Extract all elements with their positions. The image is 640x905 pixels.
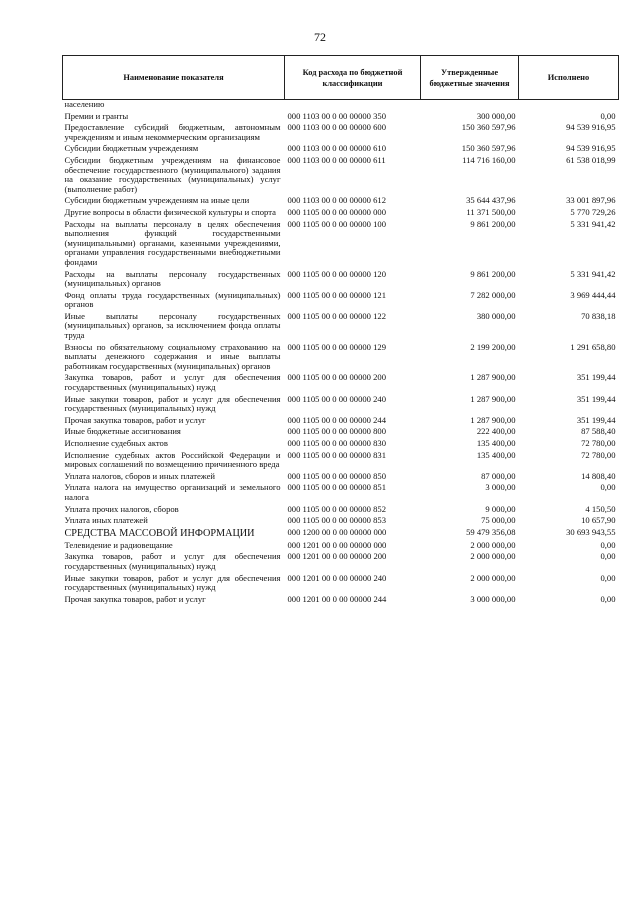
row-executed-cell: 351 199,44 <box>576 414 616 425</box>
row-approved-cell: 1 287 900,00 <box>470 372 516 383</box>
row-approved-cell: 1 287 900,00 <box>470 414 516 425</box>
row-executed-cell: 30 693 943,55 <box>566 526 616 537</box>
row-name-cell: Телевидение и радиовещание <box>64 539 173 550</box>
row-code-cell: 000 1105 00 0 00 00000 000 <box>287 206 387 217</box>
row-name-cell: Другие вопросы в области физической культуры и спорта <box>64 206 276 217</box>
row-code-cell: 000 1105 00 0 00 00000 851 <box>287 482 387 493</box>
row-executed-cell: 94 539 916,95 <box>566 122 616 133</box>
page-number: 72 <box>314 30 326 44</box>
row-name-cell: Премии и гранты <box>64 110 129 121</box>
row-executed-cell: 0,00 <box>600 593 616 604</box>
row-approved-cell: 9 861 200,00 <box>470 218 516 229</box>
table-row <box>63 123 619 144</box>
row-approved-cell: 300 000,00 <box>476 110 516 121</box>
row-approved-cell: 75 000,00 <box>481 515 516 526</box>
table-row <box>63 439 619 451</box>
column-header-code: Код расхода по бюджетной классификации <box>285 56 421 100</box>
row-executed-cell: 94 539 916,95 <box>566 143 616 154</box>
row-name-cell: Предоставление субсидий бюджетным, автономным учреждениям и иным некоммерческим организациям <box>64 122 281 142</box>
row-approved-cell: 114 716 160,00 <box>462 154 516 165</box>
row-name-cell: Субсидии бюджетным учреждениям на финансовое обеспечение государственного (муниципального) задания на оказание государственных (муниципальных) услуг (выполнение работ) <box>64 154 281 194</box>
row-executed-cell: 4 150,50 <box>585 503 616 514</box>
row-approved-cell: 380 000,00 <box>476 310 516 321</box>
row-approved-cell: 1 287 900,00 <box>470 393 516 404</box>
row-executed-cell: 5 331 941,42 <box>570 268 616 279</box>
row-name-cell: Прочая закупка товаров, работ и услуг <box>64 593 206 604</box>
row-name-cell: Иные закупки товаров, работ и услуг для обеспечения государственных (муниципальных) нужд <box>64 572 281 593</box>
row-executed-cell: 61 538 018,99 <box>566 154 616 165</box>
row-approved-cell: 135 400,00 <box>476 449 516 460</box>
row-name-cell: Уплата налога на имущество организаций и земельного налога <box>64 482 281 502</box>
row-code-cell: 000 1105 00 0 00 00000 830 <box>287 438 387 448</box>
table-row <box>63 270 619 291</box>
row-executed-cell: 0,00 <box>600 572 616 583</box>
row-code-cell: 000 1105 00 0 00 00000 800 <box>287 426 387 437</box>
row-executed-cell: 3 969 444,44 <box>570 289 616 300</box>
table-row <box>63 395 619 416</box>
row-name-cell: Иные бюджетные ассигнования <box>64 426 181 437</box>
row-code-cell: 000 1105 00 0 00 00000 240 <box>287 393 387 404</box>
row-approved-cell: 2 000 000,00 <box>470 572 516 583</box>
row-executed-cell: 351 199,44 <box>576 393 616 404</box>
row-approved-cell: 2 000 000,00 <box>470 551 516 562</box>
row-code-cell: 000 1105 00 0 00 00000 852 <box>287 503 387 514</box>
row-code-cell: 000 1201 00 0 00 00000 240 <box>287 572 387 583</box>
column-header-name: Наименование показателя <box>63 56 285 100</box>
table-body <box>63 100 619 607</box>
row-code-cell: 000 1103 00 0 00 00000 611 <box>287 154 386 165</box>
row-code-cell: 000 1201 00 0 00 00000 000 <box>287 539 387 550</box>
row-name-cell: Прочая закупка товаров, работ и услуг <box>64 414 206 425</box>
row-executed-cell: 1 291 658,80 <box>570 341 616 352</box>
row-executed-cell: 70 838,18 <box>581 310 616 321</box>
row-executed-cell: 72 780,00 <box>581 438 616 448</box>
row-name-cell: Взносы по обязательному социальному страхованию на выплаты денежного содержания и иные выплаты работникам государственных (муниципальных) органов <box>64 341 281 371</box>
row-code-cell: 000 1200 00 0 00 00000 000 <box>287 526 387 537</box>
table-row <box>63 483 619 504</box>
row-approved-cell: 3 000,00 <box>485 482 516 493</box>
row-executed-cell: 5 770 729,26 <box>570 206 616 217</box>
row-approved-cell: 2 199 200,00 <box>470 341 516 352</box>
row-code-cell: 000 1105 00 0 00 00000 244 <box>287 414 387 425</box>
row-name-cell: Закупка товаров, работ и услуг для обеспечения государственных (муниципальных) нужд <box>64 551 281 571</box>
row-executed-cell: 0,00 <box>600 551 616 562</box>
row-approved-cell: 59 479 356,08 <box>466 526 516 537</box>
row-code-cell: 000 1103 00 0 00 00000 612 <box>287 195 387 206</box>
column-header-executed: Исполнено <box>519 56 619 100</box>
row-approved-cell: 222 400,00 <box>476 426 516 437</box>
row-name-cell: Субсидии бюджетным учреждениям на иные цели <box>64 195 250 206</box>
row-approved-cell: 11 371 500,00 <box>466 206 516 217</box>
row-approved-cell: 3 000 000,00 <box>470 593 516 604</box>
row-name-cell: СРЕДСТВА МАССОВОЙ ИНФОРМАЦИИ <box>64 527 255 539</box>
row-approved-cell: 135 400,00 <box>476 438 516 448</box>
row-approved-cell: 9 861 200,00 <box>470 268 516 279</box>
table-row <box>63 100 619 112</box>
row-approved-cell: 7 282 000,00 <box>470 289 516 300</box>
row-executed-cell: 5 331 941,42 <box>570 218 616 229</box>
row-name-cell: Уплата налогов, сборов и иных платежей <box>64 470 216 481</box>
row-name-cell: населению <box>64 99 105 109</box>
table-row <box>63 552 619 573</box>
row-code-cell: 000 1103 00 0 00 00000 600 <box>287 122 387 133</box>
table-row <box>63 291 619 312</box>
row-code-cell <box>285 100 421 112</box>
row-executed-cell: 87 588,40 <box>581 426 616 437</box>
row-executed-cell <box>519 100 619 112</box>
row-code-cell: 000 1103 00 0 00 00000 350 <box>287 110 387 121</box>
row-approved-cell: 2 000 000,00 <box>470 539 516 550</box>
row-name-cell: Иные выплаты персоналу государственных (муниципальных) органов, за исключением фонда оплаты труда <box>64 310 281 341</box>
row-approved-cell: 87 000,00 <box>481 470 516 481</box>
row-code-cell: 000 1105 00 0 00 00000 122 <box>287 310 387 321</box>
row-approved-cell: 9 000,00 <box>485 503 516 514</box>
row-code-cell: 000 1105 00 0 00 00000 200 <box>287 372 387 383</box>
row-name-cell: Закупка товаров, работ и услуг для обеспечения государственных (муниципальных) нужд <box>64 372 281 393</box>
row-executed-cell: 72 780,00 <box>581 449 616 460</box>
row-code-cell: 000 1105 00 0 00 00000 850 <box>287 470 387 481</box>
table-row <box>63 343 619 374</box>
row-code-cell: 000 1105 00 0 00 00000 100 <box>287 218 387 229</box>
row-code-cell: 000 1201 00 0 00 00000 200 <box>287 551 387 562</box>
row-executed-cell: 10 657,90 <box>581 515 616 526</box>
row-approved-cell: 150 360 597,96 <box>461 122 516 133</box>
row-name-cell: Иные закупки товаров, работ и услуг для обеспечения государственных (муниципальных) нужд <box>64 393 281 414</box>
row-executed-cell: 0,00 <box>600 110 616 121</box>
row-executed-cell: 0,00 <box>600 539 616 550</box>
table-row <box>63 451 619 472</box>
row-code-cell: 000 1105 00 0 00 00000 129 <box>287 341 387 352</box>
row-name-cell: Расходы на выплаты персоналу государственных (муниципальных) органов <box>64 268 281 289</box>
table-row <box>63 373 619 394</box>
row-approved-cell: 35 644 437,96 <box>466 195 516 206</box>
row-name-cell: Субсидии бюджетным учреждениям <box>64 143 199 154</box>
table-row <box>63 528 619 541</box>
table-row <box>63 208 619 220</box>
row-name-cell: Исполнение судебных актов <box>64 438 168 448</box>
row-name-cell: Фонд оплаты труда государственных (муниципальных) органов <box>64 289 281 310</box>
row-executed-cell: 14 808,40 <box>581 470 616 481</box>
table-row <box>63 574 619 595</box>
row-name-cell: Уплата иных платежей <box>64 515 148 526</box>
table-row <box>63 156 619 196</box>
row-executed-cell: 0,00 <box>600 482 616 493</box>
row-approved-cell <box>421 100 519 112</box>
table-row <box>63 312 619 343</box>
row-executed-cell: 351 199,44 <box>576 372 616 383</box>
table-row <box>63 516 619 528</box>
row-code-cell: 000 1105 00 0 00 00000 853 <box>287 515 387 526</box>
table-row <box>63 220 619 270</box>
row-name-cell: Исполнение судебных актов Российской Федерации и мировых соглашений по возмещению причиненного вреда <box>64 449 281 470</box>
column-header-approved: Утвержденные бюджетные значения <box>421 56 519 100</box>
row-code-cell: 000 1105 00 0 00 00000 120 <box>287 268 387 279</box>
row-code-cell: 000 1105 00 0 00 00000 831 <box>287 449 387 460</box>
row-approved-cell: 150 360 597,96 <box>461 143 516 154</box>
row-executed-cell: 33 001 897,96 <box>566 195 616 206</box>
row-code-cell: 000 1103 00 0 00 00000 610 <box>287 143 387 154</box>
row-name-cell: Уплата прочих налогов, сборов <box>64 503 179 514</box>
row-code-cell: 000 1105 00 0 00 00000 121 <box>287 289 387 300</box>
table-row <box>63 595 619 607</box>
budget-table <box>62 55 619 606</box>
row-code-cell: 000 1201 00 0 00 00000 244 <box>287 593 387 604</box>
table-header <box>63 56 619 100</box>
row-name-cell: Расходы на выплаты персоналу в целях обеспечения выполнения функций государственными (муниципальными) органами, казенными учреждениями, органами управления государственными внебюджетными фондами <box>64 218 281 267</box>
